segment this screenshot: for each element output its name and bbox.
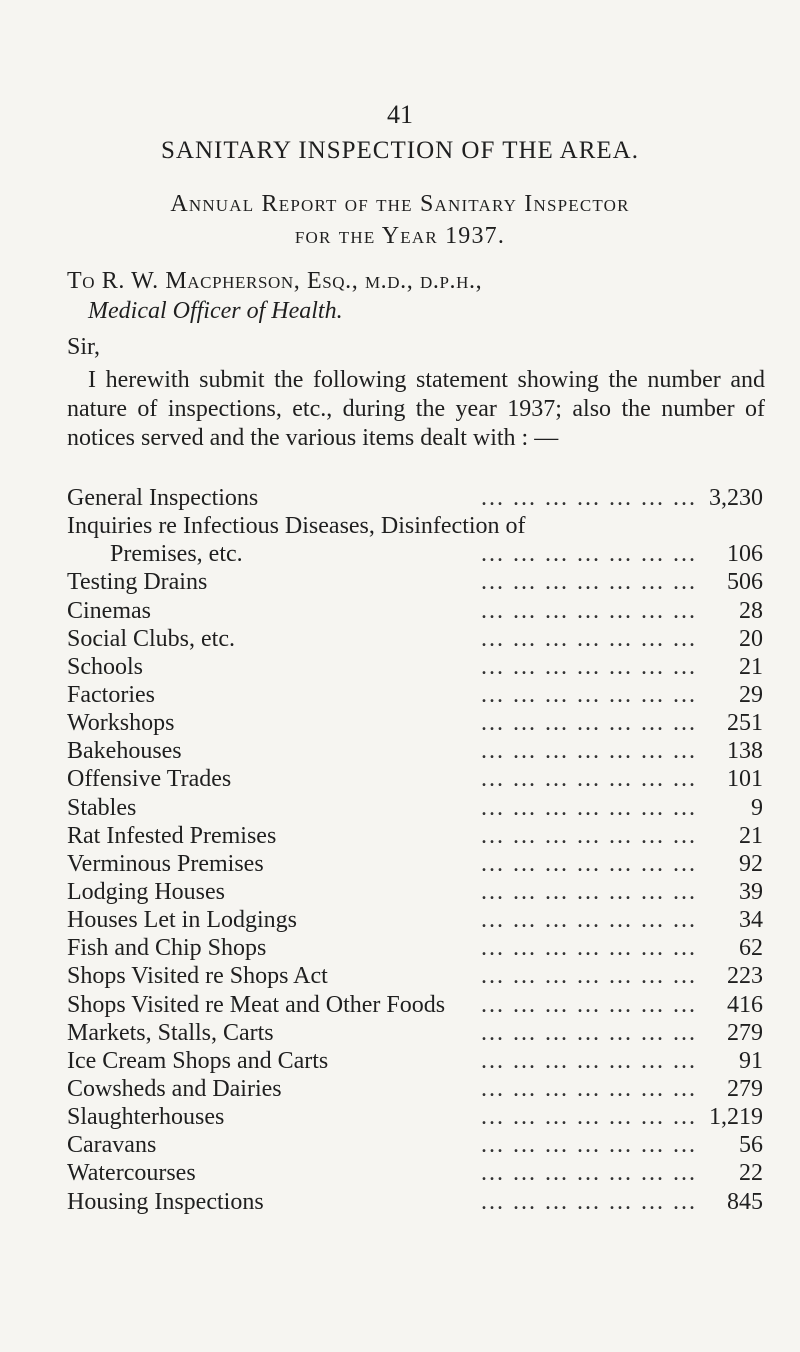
inspection-count: 138 (727, 738, 763, 765)
inspection-count: 28 (739, 597, 763, 624)
subtitle-line-1: Annual Report of the Sanitary Inspector (170, 191, 630, 217)
inspection-row (67, 597, 763, 625)
inspection-label: Slaughterhouses (67, 1104, 225, 1131)
inspection-row (67, 1019, 763, 1047)
dot-leader: ... ... ... ... ... ... ... (481, 1132, 697, 1159)
inspection-row (67, 512, 763, 540)
inspection-count: 39 (739, 878, 763, 905)
inspection-count: 9 (751, 794, 763, 821)
dot-leader: ... ... ... ... ... ... ... (481, 935, 697, 962)
inspection-label: Verminous Premises (67, 850, 264, 877)
inspection-label: General Inspections (67, 485, 259, 511)
inspection-row (67, 962, 763, 990)
inspection-row (67, 681, 763, 709)
inspection-count: 20 (739, 625, 763, 652)
inspection-label: Offensive Trades (67, 766, 232, 793)
dot-leader: ... ... ... ... ... ... ... (481, 541, 697, 568)
inspection-row (67, 1075, 763, 1103)
inspection-row (67, 709, 763, 737)
inspection-label: Inquiries re Infectious Diseases, Disinfection of (67, 513, 526, 540)
inspection-count: 279 (727, 1075, 763, 1102)
inspection-count: 3,230 (709, 485, 763, 511)
dot-leader: ... ... ... ... ... ... ... (481, 1019, 697, 1046)
dot-leader: ... ... ... ... ... ... ... (481, 822, 697, 849)
dot-leader: ... ... ... ... ... ... ... (481, 1104, 697, 1131)
inspection-row (67, 991, 763, 1019)
inspection-label: Shops Visited re Meat and Other Foods (67, 991, 446, 1018)
inspection-count: 506 (727, 569, 763, 596)
inspection-label: Factories (67, 681, 155, 708)
salutation: Sir, (67, 334, 101, 360)
inspections-list (67, 484, 763, 1216)
inspection-row (67, 1103, 763, 1131)
inspection-count: 34 (739, 907, 763, 934)
page-title: SANITARY INSPECTION OF THE AREA. (161, 137, 639, 164)
inspection-label: Bakehouses (67, 738, 182, 765)
inspection-row (67, 1159, 763, 1187)
inspection-count: 21 (739, 653, 763, 680)
inspection-count: 1,219 (709, 1104, 763, 1131)
inspection-label: Houses Let in Lodgings (67, 907, 297, 934)
addressee: To R. W. Macpherson, Esq., m.d., d.p.h., (67, 268, 483, 294)
page-number: 41 (387, 100, 413, 129)
dot-leader: ... ... ... ... ... ... ... (481, 1075, 697, 1102)
dot-leader: ... ... ... ... ... ... ... (481, 1160, 697, 1187)
dot-leader: ... ... ... ... ... ... ... (481, 738, 697, 765)
inspection-row (67, 737, 763, 765)
inspection-row (67, 1188, 763, 1216)
inspection-row (67, 653, 763, 681)
dot-leader: ... ... ... ... ... ... ... (481, 1047, 697, 1074)
inspection-label: Social Clubs, etc. (67, 625, 235, 652)
inspection-row (67, 1047, 763, 1075)
addressee-role: Medical Officer of Health. (88, 298, 343, 324)
inspection-count: 92 (739, 850, 763, 877)
inspection-row (67, 1131, 763, 1159)
inspection-label: Stables (67, 794, 137, 821)
inspection-count: 845 (727, 1188, 763, 1215)
inspection-row (67, 878, 763, 906)
inspection-count: 29 (739, 681, 763, 708)
inspection-count: 106 (727, 541, 763, 568)
inspection-row (67, 625, 763, 653)
inspection-label: Fish and Chip Shops (67, 935, 267, 962)
dot-leader: ... ... ... ... ... ... ... (481, 963, 697, 990)
dot-leader: ... ... ... ... ... ... ... (481, 653, 697, 680)
inspection-label: Shops Visited re Shops Act (67, 963, 328, 990)
report-subtitle (0, 188, 800, 252)
inspection-row (67, 850, 763, 878)
inspection-count: 279 (727, 1019, 763, 1046)
inspection-label: Watercourses (67, 1160, 196, 1187)
inspection-count: 223 (727, 963, 763, 990)
inspection-count: 22 (739, 1160, 763, 1187)
inspection-count: 62 (739, 935, 763, 962)
inspection-label: Ice Cream Shops and Carts (67, 1047, 329, 1074)
dot-leader: ... ... ... ... ... ... ... (481, 569, 697, 596)
dot-leader: ... ... ... ... ... ... ... (481, 485, 697, 511)
inspection-label: Rat Infested Premises (67, 822, 277, 849)
inspection-label: Testing Drains (67, 569, 208, 596)
dot-leader: ... ... ... ... ... ... ... (481, 907, 697, 934)
inspection-label: Caravans (67, 1132, 157, 1159)
inspection-count: 56 (739, 1132, 763, 1159)
inspection-count: 251 (727, 710, 763, 737)
dot-leader: ... ... ... ... ... ... ... (481, 794, 697, 821)
inspection-row (67, 568, 763, 596)
inspection-label: Premises, etc. (110, 541, 243, 568)
dot-leader: ... ... ... ... ... ... ... (481, 710, 697, 737)
dot-leader: ... ... ... ... ... ... ... (481, 625, 697, 652)
dot-leader: ... ... ... ... ... ... ... (481, 1188, 697, 1215)
inspection-label: Cowsheds and Dairies (67, 1075, 282, 1102)
inspection-count: 101 (727, 766, 763, 793)
inspection-row (67, 765, 763, 793)
inspection-count: 416 (727, 991, 763, 1018)
subtitle-line-2: for the Year 1937. (294, 223, 506, 249)
dot-leader: ... ... ... ... ... ... ... (481, 766, 697, 793)
dot-leader: ... ... ... ... ... ... ... (481, 991, 697, 1018)
dot-leader: ... ... ... ... ... ... ... (481, 597, 697, 624)
inspection-count: 91 (739, 1047, 763, 1074)
inspection-label: Schools (67, 653, 144, 680)
dot-leader: ... ... ... ... ... ... ... (481, 850, 697, 877)
inspection-label: Cinemas (67, 597, 151, 624)
inspection-label: Workshops (67, 710, 175, 737)
body-paragraph: I herewith submit the following statement showing the number and nature of inspections, etc., during the year 1937; also the number of notices served and the various items dealt with : — (67, 367, 765, 451)
inspection-row (67, 822, 763, 850)
inspection-row (67, 540, 763, 568)
dot-leader: ... ... ... ... ... ... ... (481, 681, 697, 708)
inspection-row (67, 906, 763, 934)
inspection-row (67, 484, 763, 512)
dot-leader: ... ... ... ... ... ... ... (481, 878, 697, 905)
inspection-row (67, 794, 763, 822)
inspection-label: Lodging Houses (67, 878, 225, 905)
inspection-label: Markets, Stalls, Carts (67, 1019, 274, 1046)
inspection-count: 21 (739, 822, 763, 849)
inspection-label: Housing Inspections (67, 1188, 264, 1215)
inspection-row (67, 934, 763, 962)
